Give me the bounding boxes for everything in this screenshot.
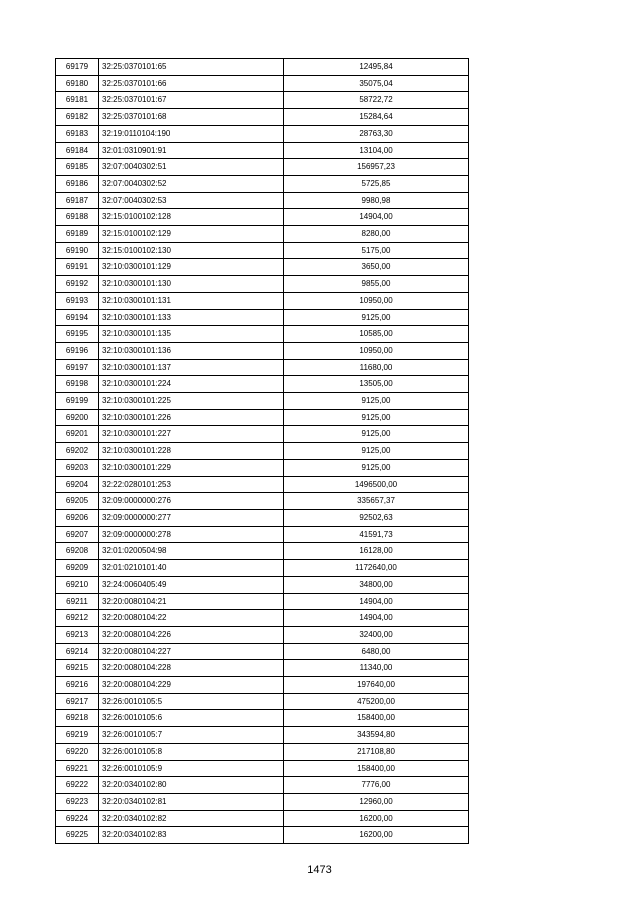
- table-row: [56, 142, 469, 159]
- row-number-cell: 69223: [56, 793, 99, 810]
- value-cell: 13505,00: [284, 376, 469, 393]
- row-number-cell: 69219: [56, 727, 99, 744]
- cadastral-number-cell: 32:15:0100102:129: [99, 226, 284, 243]
- row-number-cell: 69182: [56, 109, 99, 126]
- table-row: [56, 276, 469, 293]
- row-number-cell: 69204: [56, 476, 99, 493]
- table-row: [56, 793, 469, 810]
- cadastral-number-cell: 32:20:0340102:81: [99, 793, 284, 810]
- value-cell: 197640,00: [284, 677, 469, 694]
- value-cell: 9125,00: [284, 459, 469, 476]
- table-row: [56, 409, 469, 426]
- row-number-cell: 69184: [56, 142, 99, 159]
- table-row: [56, 59, 469, 76]
- cadastral-number-cell: 32:07:0040302:52: [99, 175, 284, 192]
- value-cell: 41591,73: [284, 526, 469, 543]
- table-row: [56, 677, 469, 694]
- cadastral-number-cell: 32:07:0040302:53: [99, 192, 284, 209]
- row-number-cell: 69193: [56, 292, 99, 309]
- value-cell: 343594,80: [284, 727, 469, 744]
- row-number-cell: 69201: [56, 426, 99, 443]
- cadastral-number-cell: 32:24:0060405:49: [99, 576, 284, 593]
- value-cell: 16200,00: [284, 810, 469, 827]
- row-number-cell: 69186: [56, 175, 99, 192]
- value-cell: 9125,00: [284, 443, 469, 460]
- row-number-cell: 69203: [56, 459, 99, 476]
- cadastral-number-cell: 32:10:0300101:229: [99, 459, 284, 476]
- value-cell: 335657,37: [284, 493, 469, 510]
- cadastral-number-cell: 32:10:0300101:133: [99, 309, 284, 326]
- value-cell: 10950,00: [284, 342, 469, 359]
- cadastral-number-cell: 32:20:0080104:227: [99, 643, 284, 660]
- table-row: [56, 226, 469, 243]
- row-number-cell: 69189: [56, 226, 99, 243]
- table-row: [56, 643, 469, 660]
- value-cell: 11680,00: [284, 359, 469, 376]
- row-number-cell: 69221: [56, 760, 99, 777]
- row-number-cell: 69220: [56, 743, 99, 760]
- cadastral-number-cell: 32:19:0110104:190: [99, 125, 284, 142]
- value-cell: 217108,80: [284, 743, 469, 760]
- table-row: [56, 509, 469, 526]
- cadastral-number-cell: 32:26:0010105:9: [99, 760, 284, 777]
- table-row: [56, 242, 469, 259]
- cadastral-number-cell: 32:09:0000000:277: [99, 509, 284, 526]
- value-cell: 1172640,00: [284, 560, 469, 577]
- value-cell: 9125,00: [284, 426, 469, 443]
- table-row: [56, 209, 469, 226]
- row-number-cell: 69225: [56, 827, 99, 844]
- table-row: [56, 727, 469, 744]
- row-number-cell: 69187: [56, 192, 99, 209]
- cadastral-number-cell: 32:10:0300101:226: [99, 409, 284, 426]
- table-row: [56, 326, 469, 343]
- row-number-cell: 69195: [56, 326, 99, 343]
- cadastral-number-cell: 32:10:0300101:130: [99, 276, 284, 293]
- row-number-cell: 69179: [56, 59, 99, 76]
- row-number-cell: 69207: [56, 526, 99, 543]
- table-row: [56, 376, 469, 393]
- table-row: [56, 175, 469, 192]
- cadastral-number-cell: 32:26:0010105:5: [99, 693, 284, 710]
- cadastral-number-cell: 32:01:0210101:40: [99, 560, 284, 577]
- table-row: [56, 125, 469, 142]
- table-row: [56, 359, 469, 376]
- value-cell: 14904,00: [284, 593, 469, 610]
- value-cell: 9125,00: [284, 393, 469, 410]
- cadastral-number-cell: 32:20:0080104:228: [99, 660, 284, 677]
- row-number-cell: 69199: [56, 393, 99, 410]
- cadastral-number-cell: 32:10:0300101:137: [99, 359, 284, 376]
- table-row: [56, 259, 469, 276]
- row-number-cell: 69205: [56, 493, 99, 510]
- table-row: [56, 476, 469, 493]
- table-row: [56, 710, 469, 727]
- table-row: [56, 593, 469, 610]
- cadastral-number-cell: 32:20:0080104:22: [99, 610, 284, 627]
- table-row: [56, 109, 469, 126]
- value-cell: 15284,64: [284, 109, 469, 126]
- value-cell: 34800,00: [284, 576, 469, 593]
- table-row: [56, 626, 469, 643]
- row-number-cell: 69213: [56, 626, 99, 643]
- cadastral-number-cell: 32:10:0300101:131: [99, 292, 284, 309]
- page-number: 1473: [307, 864, 332, 876]
- row-number-cell: 69192: [56, 276, 99, 293]
- row-number-cell: 69200: [56, 409, 99, 426]
- row-number-cell: 69214: [56, 643, 99, 660]
- table-row: [56, 526, 469, 543]
- table-row: [56, 393, 469, 410]
- value-cell: 10950,00: [284, 292, 469, 309]
- cadastral-number-cell: 32:25:0370101:65: [99, 59, 284, 76]
- row-number-cell: 69216: [56, 677, 99, 694]
- row-number-cell: 69222: [56, 777, 99, 794]
- table-row: [56, 92, 469, 109]
- table-row: [56, 493, 469, 510]
- table-row: [56, 760, 469, 777]
- table-row: [56, 459, 469, 476]
- value-cell: 158400,00: [284, 710, 469, 727]
- cadastral-number-cell: 32:09:0000000:276: [99, 493, 284, 510]
- value-cell: 16128,00: [284, 543, 469, 560]
- cadastral-number-cell: 32:20:0340102:82: [99, 810, 284, 827]
- row-number-cell: 69188: [56, 209, 99, 226]
- row-number-cell: 69218: [56, 710, 99, 727]
- value-cell: 8280,00: [284, 226, 469, 243]
- table-row: [56, 426, 469, 443]
- row-number-cell: 69209: [56, 560, 99, 577]
- cadastral-number-cell: 32:25:0370101:67: [99, 92, 284, 109]
- cadastral-number-cell: 32:10:0300101:129: [99, 259, 284, 276]
- row-number-cell: 69208: [56, 543, 99, 560]
- row-number-cell: 69224: [56, 810, 99, 827]
- row-number-cell: 69196: [56, 342, 99, 359]
- cadastral-number-cell: 32:20:0080104:226: [99, 626, 284, 643]
- value-cell: 13104,00: [284, 142, 469, 159]
- value-cell: 58722,72: [284, 92, 469, 109]
- value-cell: 10585,00: [284, 326, 469, 343]
- cadastral-number-cell: 32:10:0300101:224: [99, 376, 284, 393]
- cadastral-number-cell: 32:26:0010105:7: [99, 727, 284, 744]
- value-cell: 92502,63: [284, 509, 469, 526]
- value-cell: 11340,00: [284, 660, 469, 677]
- table-row: [56, 560, 469, 577]
- value-cell: 3650,00: [284, 259, 469, 276]
- table-row: [56, 693, 469, 710]
- cadastral-number-cell: 32:10:0300101:135: [99, 326, 284, 343]
- table-row: [56, 342, 469, 359]
- cadastral-number-cell: 32:10:0300101:136: [99, 342, 284, 359]
- cadastral-number-cell: 32:20:0340102:83: [99, 827, 284, 844]
- cadastral-number-cell: 32:20:0080104:21: [99, 593, 284, 610]
- row-number-cell: 69197: [56, 359, 99, 376]
- row-number-cell: 69202: [56, 443, 99, 460]
- value-cell: 32400,00: [284, 626, 469, 643]
- table-row: [56, 292, 469, 309]
- table-row: [56, 543, 469, 560]
- row-number-cell: 69185: [56, 159, 99, 176]
- cadastral-number-cell: 32:20:0080104:229: [99, 677, 284, 694]
- cadastral-number-cell: 32:10:0300101:227: [99, 426, 284, 443]
- value-cell: 14904,00: [284, 209, 469, 226]
- cadastral-number-cell: 32:20:0340102:80: [99, 777, 284, 794]
- value-cell: 12495,84: [284, 59, 469, 76]
- cadastral-number-cell: 32:01:0310901:91: [99, 142, 284, 159]
- cadastral-number-cell: 32:15:0100102:130: [99, 242, 284, 259]
- table-body: [56, 59, 469, 844]
- value-cell: 9980,98: [284, 192, 469, 209]
- cadastral-number-cell: 32:25:0370101:68: [99, 109, 284, 126]
- row-number-cell: 69198: [56, 376, 99, 393]
- row-number-cell: 69215: [56, 660, 99, 677]
- table-row: [56, 159, 469, 176]
- table-row: [56, 610, 469, 627]
- value-cell: 156957,23: [284, 159, 469, 176]
- value-cell: 7776,00: [284, 777, 469, 794]
- value-cell: 5725,85: [284, 175, 469, 192]
- table-row: [56, 576, 469, 593]
- table-row: [56, 777, 469, 794]
- table-row: [56, 443, 469, 460]
- value-cell: 6480,00: [284, 643, 469, 660]
- value-cell: 12960,00: [284, 793, 469, 810]
- value-cell: 475200,00: [284, 693, 469, 710]
- row-number-cell: 69181: [56, 92, 99, 109]
- table-row: [56, 660, 469, 677]
- value-cell: 14904,00: [284, 610, 469, 627]
- cadastral-number-cell: 32:26:0010105:6: [99, 710, 284, 727]
- cadastral-number-cell: 32:15:0100102:128: [99, 209, 284, 226]
- value-cell: 35075,04: [284, 75, 469, 92]
- row-number-cell: 69194: [56, 309, 99, 326]
- value-cell: 158400,00: [284, 760, 469, 777]
- row-number-cell: 69206: [56, 509, 99, 526]
- cadastral-number-cell: 32:09:0000000:278: [99, 526, 284, 543]
- value-cell: 9125,00: [284, 309, 469, 326]
- row-number-cell: 69190: [56, 242, 99, 259]
- value-cell: 1496500,00: [284, 476, 469, 493]
- row-number-cell: 69217: [56, 693, 99, 710]
- value-cell: 9125,00: [284, 409, 469, 426]
- row-number-cell: 69183: [56, 125, 99, 142]
- cadastral-number-cell: 32:26:0010105:8: [99, 743, 284, 760]
- cadastral-value-table: [55, 58, 469, 844]
- table-row: [56, 75, 469, 92]
- row-number-cell: 69210: [56, 576, 99, 593]
- row-number-cell: 69211: [56, 593, 99, 610]
- cadastral-number-cell: 32:10:0300101:225: [99, 393, 284, 410]
- value-cell: 9855,00: [284, 276, 469, 293]
- cadastral-number-cell: 32:07:0040302:51: [99, 159, 284, 176]
- cadastral-number-cell: 32:10:0300101:228: [99, 443, 284, 460]
- value-cell: 5175,00: [284, 242, 469, 259]
- table-row: [56, 810, 469, 827]
- table-row: [56, 309, 469, 326]
- table-row: [56, 192, 469, 209]
- cadastral-number-cell: 32:25:0370101:66: [99, 75, 284, 92]
- row-number-cell: 69191: [56, 259, 99, 276]
- cadastral-number-cell: 32:22:0280101:253: [99, 476, 284, 493]
- table-row: [56, 743, 469, 760]
- table-row: [56, 827, 469, 844]
- value-cell: 16200,00: [284, 827, 469, 844]
- value-cell: 28763,30: [284, 125, 469, 142]
- cadastral-number-cell: 32:01:0200504:98: [99, 543, 284, 560]
- row-number-cell: 69212: [56, 610, 99, 627]
- row-number-cell: 69180: [56, 75, 99, 92]
